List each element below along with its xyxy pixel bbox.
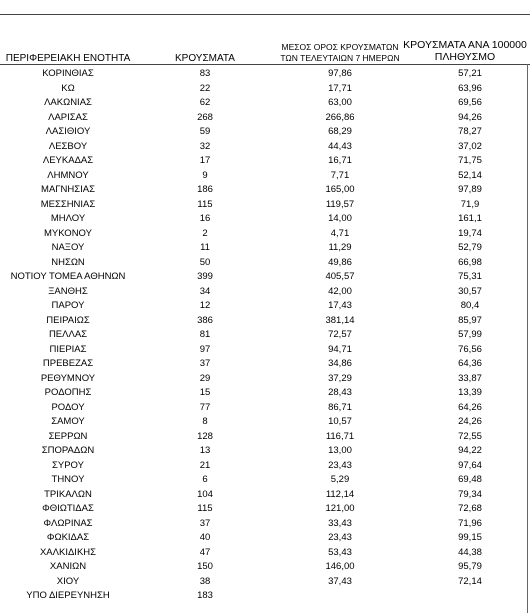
region-cell: ΝΗΣΩΝ [51, 256, 85, 268]
table-row [0, 96, 530, 111]
table-row [0, 227, 530, 242]
region-cell: ΡΟΔΟΥ [51, 401, 85, 413]
cases-cell: 186 [197, 184, 213, 195]
per100k-cell: 75,31 [458, 271, 482, 282]
cases-cell: 59 [199, 126, 211, 137]
per100k-cell: 72,14 [458, 575, 482, 587]
avg7-cell: 16,71 [328, 155, 352, 166]
per100k-cell: 63,96 [458, 82, 482, 94]
cases-cell: 268 [197, 111, 213, 123]
cases-cell: 47 [199, 546, 211, 558]
cases-cell: 62 [199, 97, 211, 108]
table-row [0, 357, 530, 372]
cases-cell: 15 [199, 387, 211, 398]
per100k-cell: 94,26 [458, 111, 482, 123]
per100k-cell: 57,21 [458, 68, 482, 79]
cases-cell: 29 [199, 372, 211, 384]
region-cell: ΣΠΟΡΑΔΩΝ [41, 445, 95, 456]
region-cell: ΛΑΡΙΣΑΣ [48, 111, 88, 123]
per100k-cell: 13,39 [458, 387, 482, 398]
table-row [0, 314, 530, 329]
per100k-cell: 66,98 [458, 256, 482, 268]
region-cell: ΞΑΝΘΗΣ [48, 285, 88, 297]
per100k-cell: 78,27 [458, 126, 482, 137]
cases-cell: 50 [199, 256, 211, 268]
avg7-cell: 13,00 [328, 445, 352, 456]
region-cell: ΥΠΟ ΔΙΕΡΕΥΝΗΣΗ [26, 590, 110, 601]
per100k-cell: 71,9 [460, 198, 480, 210]
cases-cell: 399 [197, 271, 213, 282]
avg7-cell: 7,71 [330, 169, 350, 181]
avg7-cell: 116,71 [325, 430, 355, 442]
table-row [0, 488, 530, 503]
per100k-cell: 33,87 [458, 372, 482, 384]
per100k-cell: 24,26 [458, 416, 482, 427]
per100k-cell: 95,79 [458, 561, 482, 572]
table-row [0, 444, 530, 459]
region-cell: ΧΑΛΚΙΔΙΚΗΣ [39, 546, 97, 558]
avg7-cell: 97,86 [328, 68, 352, 79]
per100k-cell: 80,4 [460, 300, 480, 311]
cases-cell: 37 [199, 517, 211, 529]
per100k-cell: 37,02 [458, 140, 482, 152]
cases-cell: 128 [197, 430, 213, 442]
data-table [0, 67, 530, 604]
table-row [0, 183, 530, 198]
cases-cell: 104 [197, 488, 213, 500]
cases-cell: 77 [199, 401, 211, 413]
table-row [0, 82, 530, 97]
avg7-cell: 34,86 [328, 358, 352, 369]
per100k-cell: 69,56 [458, 97, 482, 108]
avg7-cell: 44,43 [328, 140, 352, 152]
header-rule [0, 64, 530, 65]
top-rule [0, 14, 530, 15]
region-cell: ΜΥΚΟΝΟΥ [44, 227, 92, 239]
avg7-cell: 86,71 [328, 401, 352, 413]
avg7-cell: 72,57 [328, 329, 352, 340]
table-row [0, 372, 530, 387]
header-avg7 [270, 42, 410, 64]
region-cell: ΛΕΣΒΟΥ [48, 140, 88, 152]
cases-cell: 6 [202, 474, 208, 485]
region-cell: ΦΘΙΩΤΙΔΑΣ [42, 503, 94, 514]
table-row [0, 546, 530, 561]
region-cell: ΦΛΩΡΙΝΑΣ [43, 517, 93, 529]
avg7-cell: 42,00 [328, 285, 352, 297]
cases-cell: 34 [199, 285, 211, 297]
region-cell: ΜΑΓΝΗΣΙΑΣ [41, 184, 95, 195]
region-cell: ΜΕΣΣΗΝΙΑΣ [40, 198, 96, 210]
region-cell: ΦΩΚΙΔΑΣ [46, 532, 90, 543]
table-row [0, 502, 530, 517]
table-row [0, 241, 530, 256]
table-row [0, 212, 530, 227]
region-cell: ΣΕΡΡΩΝ [48, 430, 88, 442]
table-row [0, 401, 530, 416]
avg7-cell: 165,00 [325, 184, 355, 195]
table-row [0, 111, 530, 126]
region-cell: ΠΑΡΟΥ [51, 300, 85, 311]
per100k-cell: 52,79 [458, 242, 482, 253]
region-cell: ΛΗΜΝΟΥ [47, 169, 89, 181]
cases-cell: 13 [199, 445, 211, 456]
table-row [0, 473, 530, 488]
table-row [0, 415, 530, 430]
table-row [0, 270, 530, 285]
cases-cell: 150 [197, 561, 213, 572]
region-cell: ΛΕΥΚΑΔΑΣ [42, 155, 94, 166]
cases-cell: 9 [202, 169, 208, 181]
cases-cell: 40 [199, 532, 211, 543]
per100k-cell: 64,26 [458, 401, 482, 413]
region-cell: ΤΗΝΟΥ [51, 474, 85, 485]
avg7-cell: 10,57 [328, 416, 352, 427]
header-avg7-line2: ΤΩΝ ΤΕΛΕΥΤΑΙΩΝ 7 ΗΜΕΡΩΝ [280, 53, 400, 63]
table-row [0, 154, 530, 169]
avg7-cell: 33,43 [328, 517, 352, 529]
per100k-cell: 97,89 [458, 184, 482, 195]
region-cell: ΚΟΡΙΝΘΙΑΣ [42, 68, 94, 79]
avg7-cell: 94,71 [328, 343, 352, 355]
avg7-cell: 17,43 [328, 300, 352, 311]
per100k-cell: 71,96 [458, 517, 482, 529]
avg7-cell: 5,29 [330, 474, 350, 485]
table-row [0, 430, 530, 445]
per100k-cell: 72,55 [458, 430, 482, 442]
avg7-cell: 266,86 [325, 111, 355, 123]
avg7-cell: 37,29 [328, 372, 352, 384]
per100k-cell: 76,56 [458, 343, 482, 355]
table-row [0, 386, 530, 401]
avg7-cell: 28,43 [328, 387, 352, 398]
avg7-cell: 11,29 [328, 242, 352, 253]
table-row [0, 140, 530, 155]
region-cell: ΜΗΛΟΥ [50, 213, 86, 224]
table-row [0, 299, 530, 314]
avg7-cell: 68,29 [328, 126, 352, 137]
cases-cell: 81 [199, 329, 211, 340]
region-cell: ΧΑΝΙΩΝ [49, 561, 87, 572]
region-cell: ΣΥΡΟΥ [52, 459, 84, 471]
table-row [0, 67, 530, 82]
per100k-cell: 79,34 [458, 488, 482, 500]
header-cases: ΚΡΟΥΣΜΑΤΑ [175, 53, 235, 64]
cases-cell: 115 [197, 198, 213, 210]
avg7-cell: 23,43 [328, 532, 352, 543]
cases-cell: 8 [202, 416, 208, 427]
per100k-cell: 52,14 [458, 169, 482, 181]
header-per100k-line2: ΠΛΗΘΥΣΜΟ [434, 51, 496, 63]
header-avg7-line1: ΜΕΣΟΣ ΟΡΟΣ ΚΡΟΥΣΜΑΤΩΝ [281, 42, 399, 52]
avg7-cell: 405,57 [325, 271, 355, 282]
table-row [0, 517, 530, 532]
table-row [0, 285, 530, 300]
header-region: ΠΕΡΙΦΕΡΕΙΑΚΗ ΕΝΟΤΗΤΑ [5, 53, 131, 64]
avg7-cell: 37,43 [328, 575, 352, 587]
table-row [0, 575, 530, 590]
table-row [0, 343, 530, 358]
avg7-cell: 17,71 [328, 82, 352, 94]
region-cell: ΣΑΜΟΥ [51, 416, 85, 427]
cases-cell: 37 [199, 358, 211, 369]
avg7-cell: 49,86 [328, 256, 352, 268]
cases-cell: 183 [197, 590, 213, 601]
region-cell: ΛΑΣΙΘΙΟΥ [45, 126, 91, 137]
header-per100k-line1: ΚΡΟΥΣΜΑΤΑ ΑΝΑ 100000 [403, 39, 527, 51]
table-row [0, 169, 530, 184]
cases-cell: 115 [197, 503, 213, 514]
cases-cell: 16 [199, 213, 211, 224]
per100k-cell: 161,1 [458, 213, 482, 224]
region-cell: ΤΡΙΚΑΛΩΝ [44, 488, 92, 500]
cases-cell: 12 [199, 300, 211, 311]
avg7-cell: 381,14 [325, 314, 355, 326]
per100k-cell: 64,36 [458, 358, 482, 369]
table-row [0, 256, 530, 271]
region-cell: ΛΑΚΩΝΙΑΣ [44, 97, 92, 108]
table-row [0, 198, 530, 213]
avg7-cell: 23,43 [328, 459, 352, 471]
region-cell: ΡΟΔΟΠΗΣ [44, 387, 92, 398]
table-row [0, 531, 530, 546]
avg7-cell: 4,71 [330, 227, 350, 239]
avg7-cell: 146,00 [325, 561, 355, 572]
cases-cell: 2 [202, 227, 208, 239]
per100k-cell: 69,48 [458, 474, 482, 485]
per100k-cell: 30,57 [458, 285, 482, 297]
region-cell: ΠΕΙΡΑΙΩΣ [46, 314, 90, 326]
region-cell: ΡΕΘΥΜΝΟΥ [40, 372, 96, 384]
per100k-cell: 44,38 [458, 546, 482, 558]
avg7-cell: 14,00 [328, 213, 352, 224]
cases-cell: 83 [199, 68, 211, 79]
cases-cell: 386 [197, 314, 213, 326]
region-cell: ΠΙΕΡΙΑΣ [49, 343, 87, 355]
cases-cell: 32 [199, 140, 211, 152]
per100k-cell: 94,22 [458, 445, 482, 456]
avg7-cell: 119,57 [325, 198, 355, 210]
cases-cell: 38 [199, 575, 211, 587]
table-row [0, 328, 530, 343]
per100k-cell: 57,99 [458, 329, 482, 340]
table-row [0, 560, 530, 575]
region-cell: ΝΑΞΟΥ [51, 242, 85, 253]
region-cell: ΚΩ [61, 82, 75, 94]
per100k-cell: 71,75 [458, 155, 482, 166]
table-row [0, 589, 530, 604]
per100k-cell: 97,64 [458, 459, 482, 471]
avg7-cell: 53,43 [328, 546, 352, 558]
header-per100k [400, 39, 530, 63]
cases-cell: 97 [199, 343, 211, 355]
per100k-cell: 19,74 [458, 227, 482, 239]
cases-cell: 17 [199, 155, 211, 166]
region-cell: ΠΕΛΛΑΣ [48, 329, 88, 340]
cases-cell: 21 [199, 459, 211, 471]
avg7-cell: 121,00 [325, 503, 355, 514]
cases-cell: 11 [200, 242, 210, 253]
region-cell: ΠΡΕΒΕΖΑΣ [42, 358, 94, 369]
avg7-cell: 112,14 [325, 488, 355, 500]
table-row [0, 459, 530, 474]
table-row [0, 125, 530, 140]
avg7-cell: 63,00 [328, 97, 352, 108]
per100k-cell: 99,15 [458, 532, 482, 543]
cases-cell: 22 [199, 82, 211, 94]
per100k-cell: 85,97 [458, 314, 482, 326]
per100k-cell: 72,68 [458, 503, 482, 514]
region-cell: ΝΟΤΙΟΥ ΤΟΜΕΑ ΑΘΗΝΩΝ [10, 271, 126, 282]
region-cell: ΧΙΟΥ [56, 575, 80, 587]
